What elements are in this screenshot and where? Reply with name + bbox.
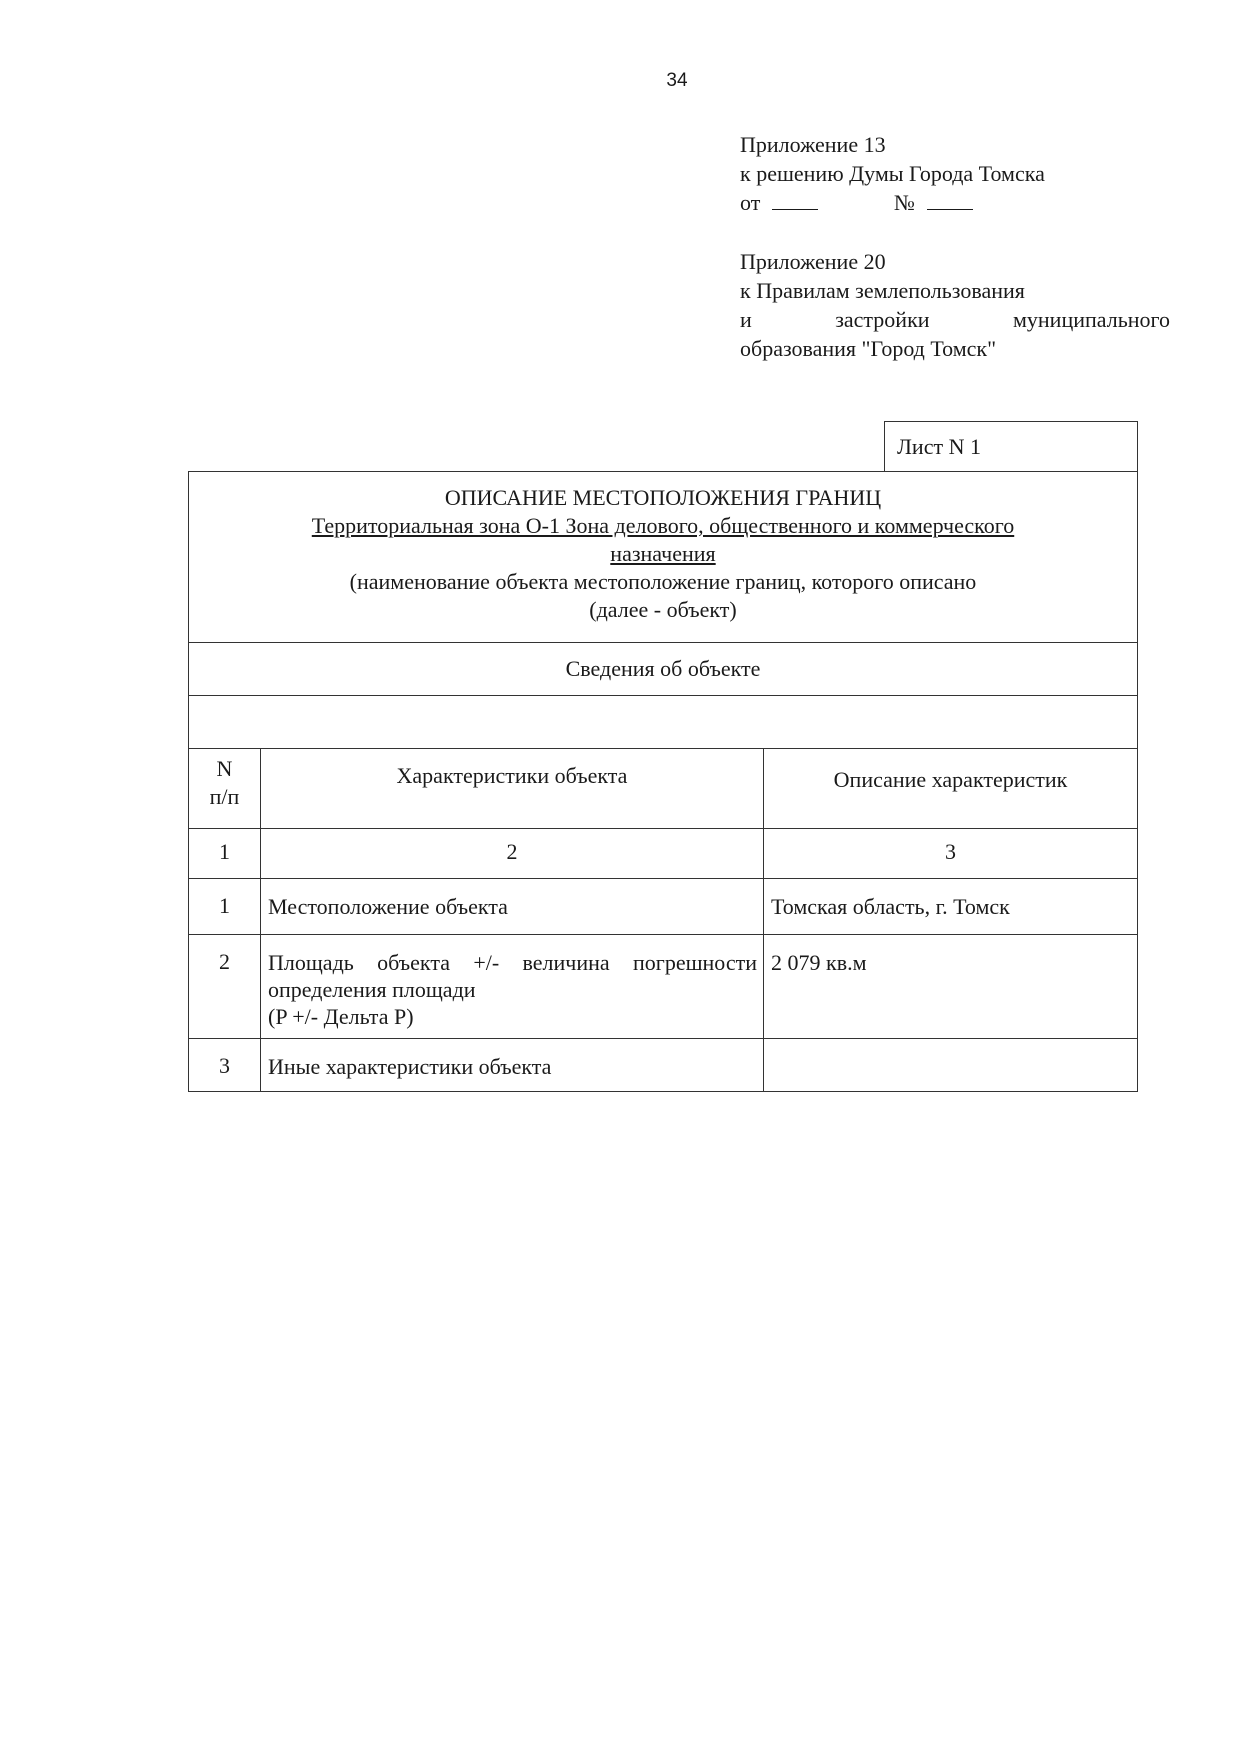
row-description: [764, 1039, 1137, 1091]
title-cell: [189, 472, 1137, 642]
header-num: [189, 749, 261, 828]
row-description: Томская область, г. Томск: [771, 894, 1010, 919]
appendix-20-rules: к Правилам землепользования: [740, 278, 1025, 303]
object-note-line1: (наименование объекта местоположение границ, которого описано: [349, 569, 977, 594]
column-number-row: [189, 829, 1137, 879]
appendix-13-decision: к решению Думы Города Томска: [740, 161, 1045, 186]
row-characteristic: Местоположение объекта: [261, 879, 764, 934]
boundary-description-table: [188, 471, 1138, 1092]
row-characteristic: Иные характеристики объекта: [261, 1039, 764, 1091]
section-title: Сведения об объекте: [565, 656, 761, 681]
date-blank: [772, 191, 818, 210]
column-number-3: 3: [945, 839, 956, 864]
column-header-row: [189, 749, 1137, 829]
appendix-13-date-number: [740, 188, 1170, 217]
number-label: №: [893, 190, 915, 215]
from-label: от: [740, 190, 761, 215]
row-num: 2: [189, 935, 261, 1038]
section-row: [189, 643, 1137, 696]
row-num: 1: [189, 879, 261, 934]
appendix-20-city: образования "Город Томск": [740, 336, 997, 361]
document-title: ОПИСАНИЕ МЕСТОПОЛОЖЕНИЯ ГРАНИЦ: [444, 485, 882, 510]
header-num-line2: п/п: [209, 784, 240, 809]
column-number-1: 1: [189, 829, 261, 878]
characteristic-line1: Площадь объекта +/- величина погрешности: [268, 950, 757, 975]
header-characteristics: Характеристики объекта: [261, 749, 764, 828]
appendix-13-title: Приложение 13: [740, 132, 886, 157]
zone-name-line2: назначения: [610, 541, 716, 566]
table-row: [189, 935, 1137, 1039]
word-zastroyki: застройки: [835, 307, 930, 332]
table-row: [189, 879, 1137, 935]
table-row: [189, 1039, 1137, 1091]
row-num: 3: [189, 1039, 261, 1091]
sheet-number-box: Лист N 1: [884, 421, 1138, 471]
appendix-13-block: [740, 130, 1170, 217]
header-num-line1: N: [216, 756, 233, 781]
column-number-2: 2: [261, 829, 764, 878]
empty-cell: [189, 696, 1137, 748]
appendix-20-block: [740, 247, 1170, 363]
empty-row: [189, 696, 1137, 749]
appendix-20-rules-cont: [740, 305, 1170, 334]
word-i: и: [740, 307, 752, 332]
characteristic-line3: (P +/- Дельта P): [268, 1004, 414, 1029]
object-note-line2: (далее - объект): [589, 597, 737, 622]
appendix-20-title: Приложение 20: [740, 249, 886, 274]
word-municipal: муниципального: [1012, 307, 1170, 332]
row-description: 2 079 кв.м: [771, 950, 867, 975]
row-characteristic: [261, 935, 764, 1038]
title-row: [189, 472, 1137, 643]
page-number: 34: [666, 70, 688, 91]
number-blank: [927, 191, 973, 210]
zone-name-line1: Территориальная зона О-1 Зона делового, общественного и коммерческого: [311, 513, 1015, 538]
header-description: Описание характеристик: [833, 767, 1068, 792]
characteristic-line2: определения площади: [268, 977, 476, 1002]
